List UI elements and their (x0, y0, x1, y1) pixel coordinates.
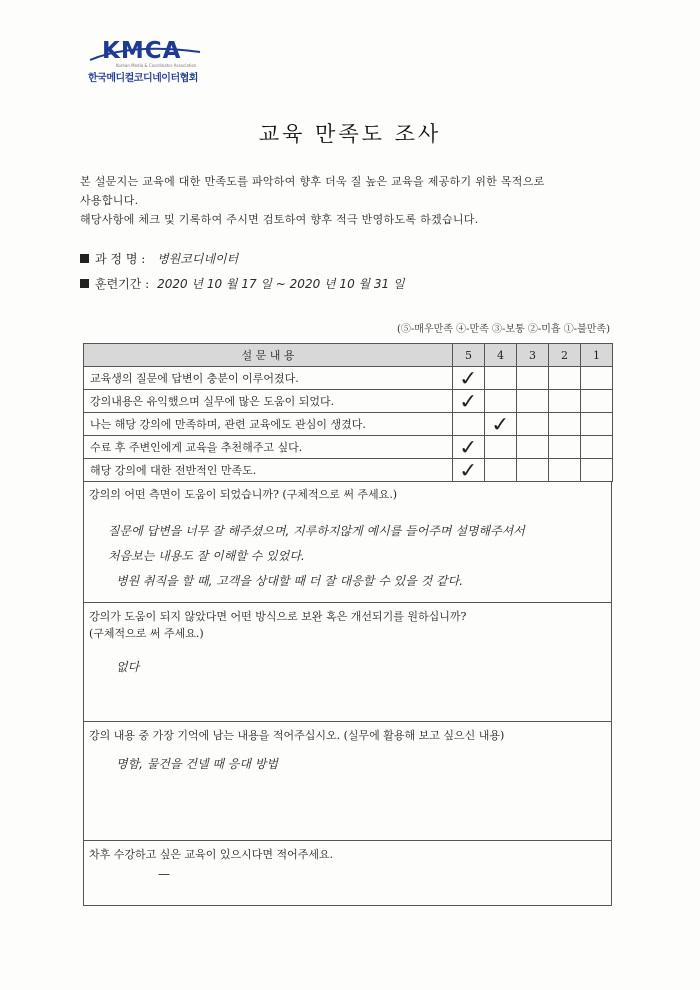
q3-prompt: 강의 내용 중 가장 기억에 남는 내용을 적어주십시오. (실무에 활용해 보고 싶으신 내용) (89, 729, 505, 742)
q1-answer-line-3: 병원 취직을 할 때, 고객을 상대할 때 더 잘 대응할 수 있을 것 같다. (116, 574, 464, 588)
score-cell-2[interactable] (549, 367, 581, 390)
scale-legend: (⑤-매우만족 ④-만족 ③-보통 ②-미흡 ①-불만족) (397, 324, 610, 335)
q2-box (83, 602, 612, 722)
course-period-row (80, 275, 405, 292)
page-title: 교육 만족도 조사 (258, 122, 442, 146)
q1-answer-line-1: 질문에 답변을 너무 잘 해주셨으며, 지루하지않게 예시를 들어주며 설명해주셔서 (108, 524, 525, 538)
score-cell-5[interactable] (453, 436, 485, 459)
table-row (84, 390, 613, 413)
table-row (84, 413, 613, 436)
intro-line-3: 해당사항에 체크 및 기록하여 주시면 검토하여 향후 적극 반영하도록 하겠습니다. (80, 213, 479, 226)
header-score-3: 3 (517, 344, 549, 367)
q1-box (83, 481, 612, 603)
score-cell-3[interactable] (517, 367, 549, 390)
course-period-label: 훈련기간 : (95, 277, 150, 291)
q3-box (83, 721, 612, 841)
score-cell-3[interactable] (517, 436, 549, 459)
score-cell-2[interactable] (549, 390, 581, 413)
score-cell-2[interactable] (549, 459, 581, 482)
score-cell-4[interactable] (485, 413, 517, 436)
table-row (84, 367, 613, 390)
check-mark-icon: ✓ (457, 365, 480, 391)
course-name-row (80, 250, 238, 267)
logo-org-name: 한국메디컬코디네이터협회 (88, 73, 198, 84)
question-text: 교육생의 질문에 답변이 충분이 이루어졌다. (84, 367, 453, 390)
satisfaction-table (83, 343, 613, 482)
score-cell-5[interactable] (453, 367, 485, 390)
intro-line-1: 본 설문지는 교육에 대한 만족도를 파악하여 향후 더욱 질 높은 교육을 제공하기 위한 목적으로 (80, 175, 545, 188)
score-cell-4[interactable] (485, 367, 517, 390)
table-row (84, 436, 613, 459)
question-text: 해당 강의에 대한 전반적인 만족도. (84, 459, 453, 482)
score-cell-2[interactable] (549, 413, 581, 436)
q2-answer: 없다 (116, 660, 140, 674)
question-text: 나는 해당 강의에 만족하며, 관련 교육에도 관심이 생겼다. (84, 413, 453, 436)
bullet-square-icon (80, 254, 89, 263)
score-cell-4[interactable] (485, 390, 517, 413)
course-period-value: 2020 년 10 월 17 일 ~ 2020 년 10 월 31 일 (157, 277, 405, 291)
course-name-label: 과 정 명 : (95, 252, 146, 266)
table-row (84, 459, 613, 482)
score-cell-4[interactable] (485, 436, 517, 459)
score-cell-1[interactable] (581, 367, 613, 390)
question-text: 수료 후 주변인에게 교육을 추천해주고 싶다. (84, 436, 453, 459)
score-cell-3[interactable] (517, 390, 549, 413)
q2-prompt-line-2: (구체적으로 써 주세요.) (89, 627, 204, 640)
score-cell-2[interactable] (549, 436, 581, 459)
header-score-2: 2 (549, 344, 581, 367)
check-mark-icon: ✓ (457, 434, 480, 460)
check-mark-icon: ✓ (489, 411, 512, 437)
q2-prompt (89, 608, 466, 642)
score-cell-5[interactable] (453, 413, 485, 436)
score-cell-1[interactable] (581, 413, 613, 436)
course-name-value: 병원코디네이터 (157, 252, 239, 266)
header-question: 설 문 내 용 (84, 344, 453, 367)
check-mark-icon: ✓ (457, 457, 480, 483)
q1-answer-line-2: 처음보는 내용도 잘 이해할 수 있었다. (108, 549, 305, 563)
score-cell-3[interactable] (517, 413, 549, 436)
q4-box (83, 840, 612, 906)
q4-prompt: 차후 수강하고 싶은 교육이 있으시다면 적어주세요. (89, 848, 334, 861)
header-score-1: 1 (581, 344, 613, 367)
q2-prompt-line-1: 강의가 도움이 되지 않았다면 어떤 방식으로 보완 혹은 개선되기를 원하십니까? (89, 610, 467, 623)
kmca-logo (88, 38, 208, 86)
score-cell-5[interactable] (453, 459, 485, 482)
question-text: 강의내용은 유익했으며 실무에 많은 도움이 되었다. (84, 390, 453, 413)
intro-line-2: 사용합니다. (80, 194, 139, 207)
score-cell-1[interactable] (581, 390, 613, 413)
header-score-5: 5 (453, 344, 485, 367)
logo-tagline: Korean Media & Coordinator Association (116, 63, 197, 68)
q4-answer: — (158, 867, 170, 881)
bullet-square-icon (80, 279, 89, 288)
table-header-row (84, 344, 613, 367)
score-cell-1[interactable] (581, 459, 613, 482)
logo-mark: KMCA (102, 38, 182, 64)
q3-answer: 명함, 물건을 건넬 때 응대 방법 (116, 757, 278, 771)
score-cell-1[interactable] (581, 436, 613, 459)
score-cell-4[interactable] (485, 459, 517, 482)
check-mark-icon: ✓ (457, 388, 480, 414)
intro-text (80, 172, 620, 229)
score-cell-5[interactable] (453, 390, 485, 413)
header-score-4: 4 (485, 344, 517, 367)
q1-prompt: 강의의 어떤 측면이 도움이 되었습니까? (구체적으로 써 주세요.) (89, 488, 398, 501)
score-cell-3[interactable] (517, 459, 549, 482)
